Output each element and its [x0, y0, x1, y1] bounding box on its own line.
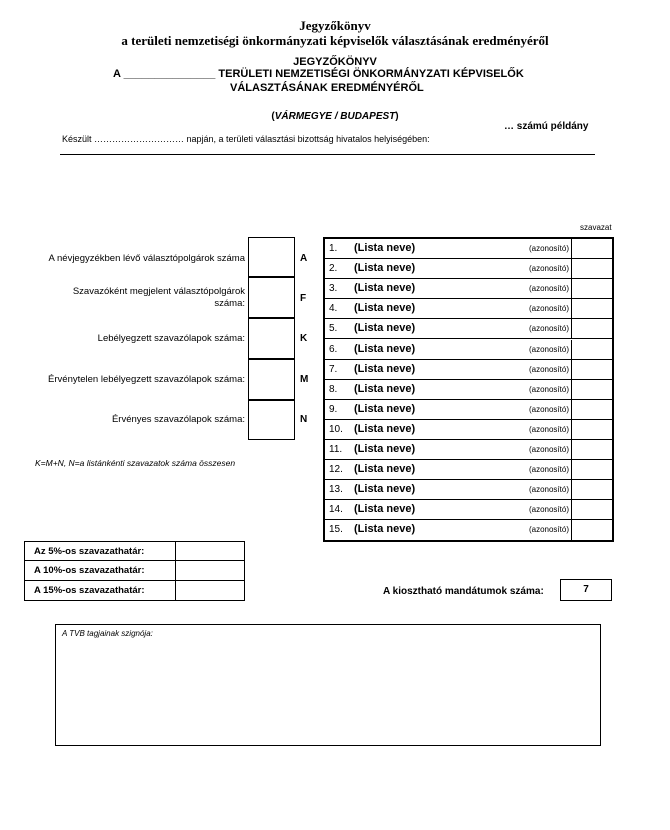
stat-box-k[interactable] — [248, 318, 295, 359]
list-id: (azonosító) — [528, 525, 569, 535]
stat-box-f[interactable] — [248, 277, 295, 318]
list-number: 14. — [329, 504, 343, 516]
stat-box-a[interactable] — [248, 237, 295, 277]
list-name: (Lista neve) — [354, 342, 416, 355]
list-id: (azonosító) — [528, 324, 569, 334]
vote-cell[interactable] — [571, 239, 572, 258]
list-id: (azonosító) — [528, 485, 569, 495]
threshold-table — [24, 541, 245, 601]
stat-box-n[interactable] — [248, 400, 295, 440]
stat-letter-m: M — [300, 374, 309, 385]
list-row — [325, 319, 612, 339]
list-row — [325, 520, 612, 540]
list-row — [325, 500, 612, 520]
list-row — [325, 440, 612, 460]
list-row — [325, 299, 612, 319]
list-name: (Lista neve) — [354, 503, 416, 516]
list-id: (azonosító) — [528, 364, 569, 374]
mandates-label: A kiosztható mandátumok száma: — [383, 586, 544, 597]
vote-cell[interactable] — [571, 420, 572, 439]
formula-note: K=M+N, N=a listánkénti szavazatok száma összesen — [35, 458, 236, 468]
stat-label-a: A névjegyzékben lévő választópolgárok száma — [48, 253, 245, 264]
list-id: (azonosító) — [528, 284, 569, 294]
list-row — [325, 480, 612, 500]
stat-letter-n: N — [300, 414, 308, 425]
vote-cell[interactable] — [571, 480, 572, 499]
list-number: 1. — [329, 243, 338, 254]
stat-letter-f: F — [300, 293, 307, 304]
vote-cell[interactable] — [571, 360, 572, 379]
list-id: (azonosító) — [528, 424, 569, 434]
list-name: (Lista neve) — [354, 262, 416, 275]
list-row — [325, 340, 612, 360]
heading-line-2: A _______________ TERÜLETI NEMZETISÉGI ÖNKORMÁNYZATI KÉPVISELŐK — [113, 68, 524, 80]
votes-column-header: szavazat — [580, 223, 612, 232]
list-number: 7. — [329, 363, 338, 375]
vote-cell[interactable] — [571, 400, 572, 419]
threshold-row — [25, 581, 244, 600]
stat-label-k: Lebélyegzett szavazólapok száma: — [97, 333, 245, 344]
county-close: ) — [395, 111, 399, 122]
list-name: (Lista neve) — [354, 463, 416, 476]
list-number: 5. — [329, 323, 338, 335]
list-number: 11. — [329, 444, 343, 455]
list-id: (azonosító) — [528, 344, 569, 354]
vote-cell[interactable] — [571, 500, 572, 519]
mandates-value[interactable]: 7 — [560, 579, 612, 601]
vote-cell[interactable] — [571, 340, 572, 359]
stat-label-f: Szavazóként megjelent választópolgárok száma: — [72, 286, 245, 309]
stat-letter-a: A — [300, 253, 308, 264]
stat-label-n: Érvényes szavazólapok száma: — [111, 414, 245, 425]
list-row — [325, 400, 612, 420]
vote-cell[interactable] — [571, 279, 572, 298]
stat-box-m[interactable] — [248, 359, 295, 400]
list-name: (Lista neve) — [354, 242, 416, 254]
header-divider — [60, 154, 595, 155]
list-row — [325, 279, 612, 299]
list-number: 15. — [329, 524, 343, 536]
list-number: 4. — [329, 303, 338, 315]
list-row — [325, 360, 612, 380]
signature-label: A TVB tagjainak szignója: — [62, 629, 153, 638]
vote-cell[interactable] — [571, 440, 572, 459]
list-id: (azonosító) — [528, 505, 569, 515]
threshold-cell[interactable] — [175, 581, 176, 600]
heading-line-1: JEGYZŐKÖNYV — [293, 56, 377, 68]
list-number: 2. — [329, 263, 338, 275]
list-name: (Lista neve) — [354, 483, 416, 496]
document-subtitle: a területi nemzetiségi önkormányzati képviselők választásának eredményéről — [121, 33, 549, 48]
vote-cell[interactable] — [571, 460, 572, 479]
list-name: (Lista neve) — [354, 382, 416, 395]
list-name: (Lista neve) — [354, 322, 416, 335]
list-name: (Lista neve) — [354, 362, 416, 375]
threshold-row — [25, 561, 244, 580]
list-id: (azonosító) — [528, 465, 569, 475]
list-row — [325, 460, 612, 480]
copy-number: … számú példány — [504, 121, 589, 132]
vote-cell[interactable] — [571, 259, 572, 278]
list-id: (azonosító) — [528, 264, 569, 274]
county-open: ( — [271, 111, 275, 122]
stat-label-m: Érvénytelen lebélyegzett szavazólapok száma: — [48, 374, 245, 385]
county-text: VÁRMEGYE / BUDAPEST — [274, 111, 396, 122]
list-name: (Lista neve) — [354, 422, 416, 435]
list-number: 3. — [329, 283, 338, 295]
list-number: 9. — [329, 403, 338, 415]
list-number: 13. — [329, 484, 343, 496]
list-name: (Lista neve) — [354, 282, 416, 295]
stat-letter-k: K — [300, 333, 308, 344]
threshold-cell[interactable] — [175, 561, 176, 579]
signature-box[interactable] — [55, 624, 601, 746]
threshold-label: A 10%-os szavazathatár: — [34, 565, 145, 577]
list-id: (azonosító) — [528, 445, 569, 454]
list-id: (azonosító) — [528, 404, 569, 414]
list-name: (Lista neve) — [354, 402, 416, 415]
document-title: Jegyzőkönyv — [299, 18, 371, 33]
list-row — [325, 420, 612, 440]
list-number: 6. — [329, 343, 338, 355]
list-number: 8. — [329, 383, 338, 395]
list-name: (Lista neve) — [354, 523, 416, 536]
list-row — [325, 239, 612, 259]
vote-cell[interactable] — [571, 520, 572, 540]
list-id: (azonosító) — [528, 304, 569, 314]
list-number: 10. — [329, 423, 343, 435]
prepared-line: Készült ………………………… napján, a területi választási bizottság hivatalos helyiségében: — [62, 134, 430, 144]
threshold-label: Az 5%-os szavazathatár: — [34, 546, 145, 557]
heading-line-3: VÁLASZTÁSÁNAK EREDMÉNYÉRŐL — [230, 82, 424, 94]
list-row — [325, 259, 612, 279]
list-row — [325, 380, 612, 400]
list-name: (Lista neve) — [354, 443, 416, 455]
vote-cell[interactable] — [571, 380, 572, 399]
list-number: 12. — [329, 464, 343, 476]
list-results-table — [323, 237, 614, 542]
list-id: (azonosító) — [528, 244, 569, 253]
vote-cell[interactable] — [571, 299, 572, 318]
threshold-cell[interactable] — [175, 542, 176, 560]
vote-cell[interactable] — [571, 319, 572, 338]
threshold-row — [25, 542, 244, 561]
threshold-label: A 15%-os szavazathatár: — [34, 584, 145, 596]
list-name: (Lista neve) — [354, 302, 416, 315]
list-id: (azonosító) — [528, 384, 569, 394]
